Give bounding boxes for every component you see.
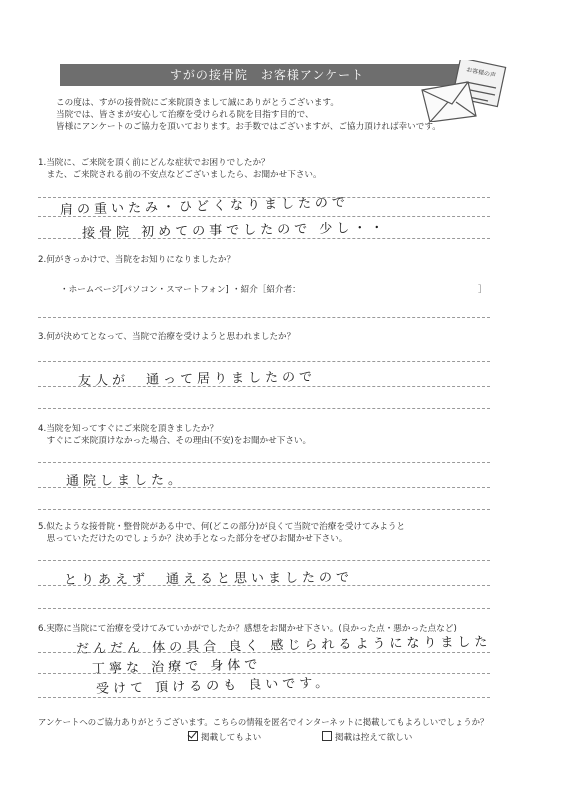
consent-yes-label: 掲載してもよい: [201, 733, 262, 743]
answer-line: [38, 652, 490, 653]
question-text: すぐにご来院頂けなかった場合、その理由(不安)をお聞かせ下さい。: [38, 436, 312, 446]
answer-line: [38, 585, 490, 586]
answer-line: [38, 509, 490, 510]
question-5: [38, 521, 405, 545]
consent-no-option[interactable]: [322, 731, 412, 743]
question-text: また、ご来院される前の不安点などございましたら、お聞かせ下さい。: [38, 170, 322, 180]
answer-line: [38, 462, 490, 463]
answer-line: [38, 608, 490, 609]
survey-title: すがの接骨院 お客様アンケート: [60, 64, 474, 86]
answer-6-line-3: 受けて 頂けるのも 良いです。: [95, 675, 333, 697]
intro-line: 皆様にアンケートのご協力を頂いております。お手数ではございますが、ご協力頂ければ幸いです。: [56, 122, 441, 132]
option-homepage: ・ホームページ[パソコン・スマートフォン]: [60, 285, 229, 295]
answer-line: [38, 386, 490, 387]
envelope-label: お客様の声: [465, 66, 497, 80]
question-3: [38, 331, 295, 343]
consent-yes-checkbox[interactable]: [188, 731, 198, 741]
footer-question: アンケートへのご協力ありがとうございます。こちらの情報を匿名でインターネットに掲載してもよろしいでしょうか？: [38, 717, 489, 727]
answer-1-line-1: 肩の重いたみ・ひどくなりましたので: [59, 195, 350, 218]
question-text: 4.当院を知ってすぐにご来院を頂きましたか？: [38, 424, 219, 434]
answer-1-line-2: 接骨院 初めての事でしたので 少し・・: [81, 220, 388, 241]
answer-line: [38, 361, 490, 362]
answer-line: [38, 216, 490, 217]
consent-no-label: 掲載は控えて欲しい: [335, 733, 413, 743]
answer-5: とりあえず 通えると思いましたので: [63, 570, 354, 588]
question-text: 2.何がきっかけで、当院をお知りになりましたか？: [38, 255, 236, 265]
answer-6-line-1: だんだん 体の具合 良く 感じられるようになりました: [75, 634, 492, 657]
option-referral: ・紹介［紹介者：: [232, 285, 301, 295]
question-text: 5.似たような接骨院・整骨院がある中で、何(どこの部分)が良くて当院で治療を受けてみようと: [38, 522, 406, 532]
question-1: [38, 157, 322, 181]
question-text: 1.当院に、ご来院を頂く前にどんな症状でお困りでしたか？: [38, 158, 270, 168]
answer-line: [38, 317, 490, 318]
consent-no-checkbox[interactable]: [322, 731, 332, 741]
option-referral-close: ］: [478, 285, 487, 295]
answer-line: [38, 697, 490, 698]
question-text: 6.実際に当院にて治療を受けてみていかがでしたか？感想をお聞かせ下さい。(良かった点・悪かった点など): [38, 624, 457, 634]
answer-line: [38, 238, 490, 239]
question-text: 3.何が決めてとなって、当院で治療を受けようと思われましたか？: [38, 332, 296, 342]
intro-line: この度は、すがの接骨院にご来院頂きまして誠にありがとうございます。: [56, 98, 339, 108]
question-2: [38, 254, 235, 266]
question-4: [38, 423, 311, 447]
answer-line: [38, 560, 490, 561]
answer-3: 友人が 通って居りましたので: [77, 369, 317, 389]
answer-line: [38, 408, 490, 409]
answer-4: 通院しました。: [65, 472, 186, 489]
question-text: 思っていただけたのでしょうか？決め手となった部分をぜひお聞かせ下さい。: [38, 534, 348, 544]
answer-line: [38, 487, 490, 488]
answer-6-line-2: 丁寧な 治療で 身体で: [91, 657, 262, 677]
consent-yes-option[interactable]: [188, 731, 261, 743]
intro-text: [56, 97, 486, 133]
intro-line: 当院では、皆さまが安心して治療を受けられる院を目指す目的で、: [56, 110, 314, 120]
